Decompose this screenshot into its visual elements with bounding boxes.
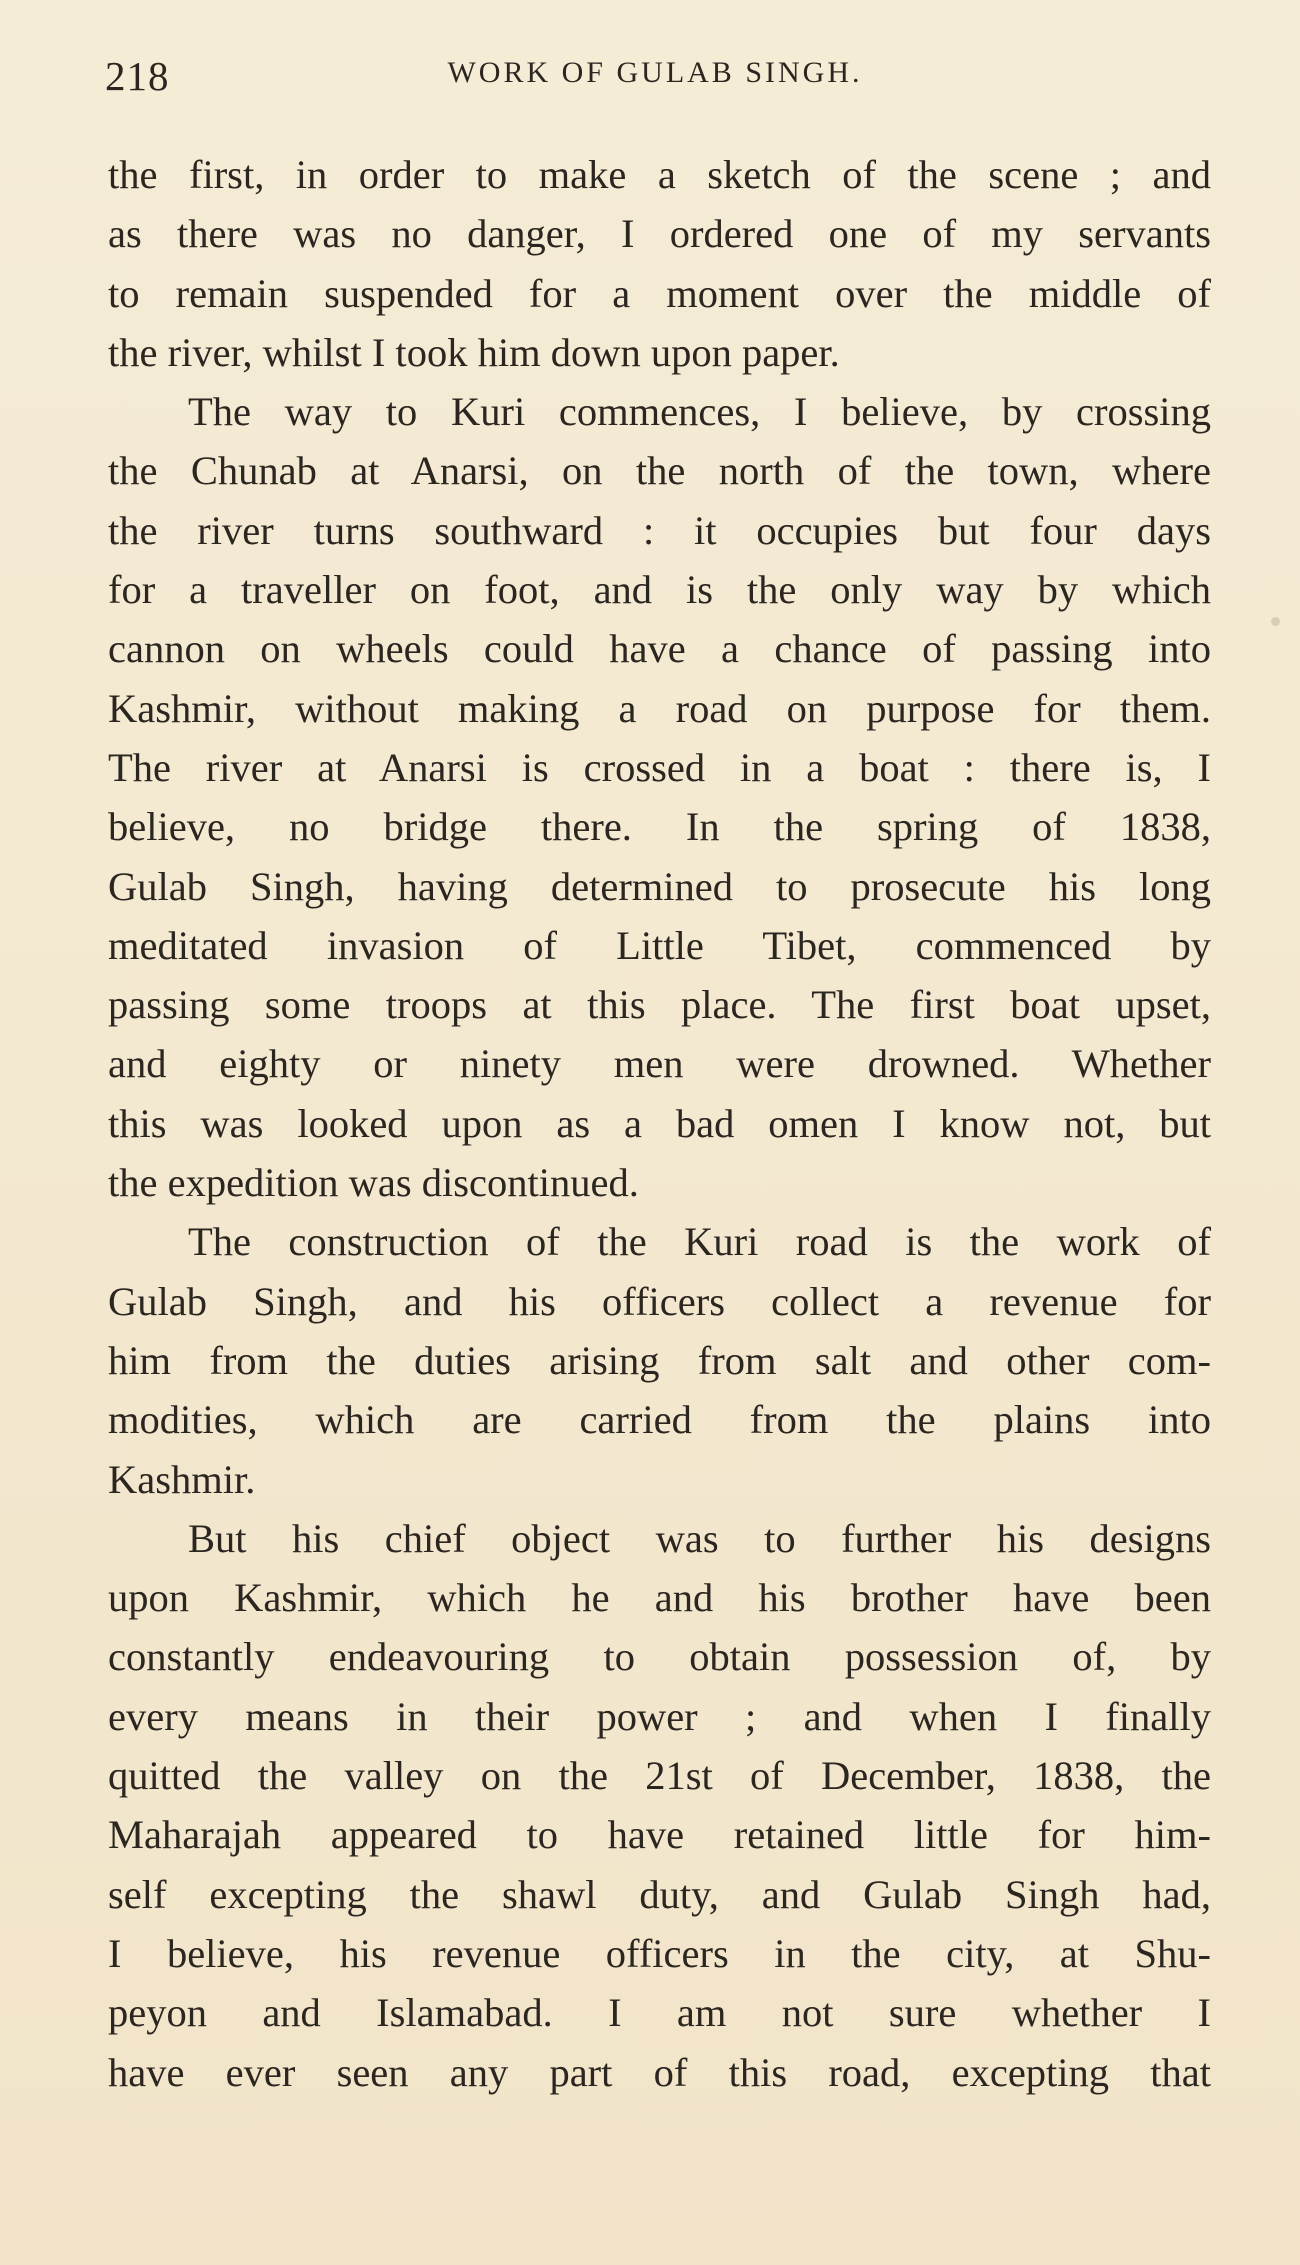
text-line: quitted the valley on the 21st of December, 1838, the — [108, 1753, 1211, 1799]
text-line: I believe, his revenue officers in the city, at Shu- — [108, 1930, 1211, 1976]
text-line: modities, which are carried from the plains into — [108, 1397, 1211, 1443]
text-line: the Chunab at Anarsi, on the north of the town, where — [108, 448, 1211, 494]
text-line: this was looked upon as a bad omen I know not, but — [108, 1100, 1211, 1146]
text-line: the river, whilst I took him down upon paper. — [108, 329, 840, 375]
text-line: But his chief object was to further his designs — [188, 1515, 1211, 1561]
text-line: Gulab Singh, and his officers collect a revenue for — [108, 1278, 1211, 1324]
text-line: The river at Anarsi is crossed in a boat : there is, I — [108, 744, 1211, 790]
text-line: peyon and Islamabad. I am not sure whether I — [108, 1990, 1211, 2036]
text-line: every means in their power ; and when I finally — [108, 1693, 1211, 1739]
text-line: meditated invasion of Little Tibet, commenced by — [108, 922, 1211, 968]
text-line: the expedition was discontinued. — [108, 1160, 639, 1206]
text-line: to remain suspended for a moment over the middle of — [108, 270, 1211, 316]
text-line: and eighty or ninety men were drowned. Whether — [108, 1041, 1211, 1087]
text-line: Maharajah appeared to have retained little for him- — [108, 1812, 1211, 1858]
text-line: Gulab Singh, having determined to prosecute his long — [108, 863, 1211, 909]
text-line: believe, no bridge there. In the spring of 1838, — [108, 804, 1211, 850]
text-line: passing some troops at this place. The first boat upset, — [108, 982, 1211, 1028]
text-line: the river turns southward : it occupies but four days — [108, 507, 1211, 553]
text-line: cannon on wheels could have a chance of passing into — [108, 626, 1211, 672]
text-line: Kashmir. — [108, 1456, 256, 1502]
paper-speck — [1271, 617, 1280, 626]
text-line: upon Kashmir, which he and his brother have been — [108, 1575, 1211, 1621]
text-line: him from the duties arising from salt and other com- — [108, 1337, 1211, 1383]
running-title: WORK OF GULAB SINGH. — [447, 56, 863, 89]
body-text — [108, 145, 1211, 2102]
text-line: as there was no danger, I ordered one of my servants — [108, 211, 1211, 257]
running-head — [105, 52, 1195, 112]
text-line: self excepting the shawl duty, and Gulab Singh had, — [108, 1871, 1211, 1917]
text-line: The way to Kuri commences, I believe, by crossing — [188, 389, 1211, 435]
text-line: Kashmir, without making a road on purpose for them. — [108, 685, 1211, 731]
text-line: for a traveller on foot, and is the only way by which — [108, 567, 1211, 613]
text-line: the first, in order to make a sketch of the scene ; and — [108, 152, 1211, 197]
text-line: The construction of the Kuri road is the work of — [188, 1219, 1211, 1265]
text-line: have ever seen any part of this road, excepting that — [108, 2049, 1211, 2095]
page-number: 218 — [105, 53, 170, 99]
text-line: constantly endeavouring to obtain possession of, by — [108, 1634, 1211, 1680]
